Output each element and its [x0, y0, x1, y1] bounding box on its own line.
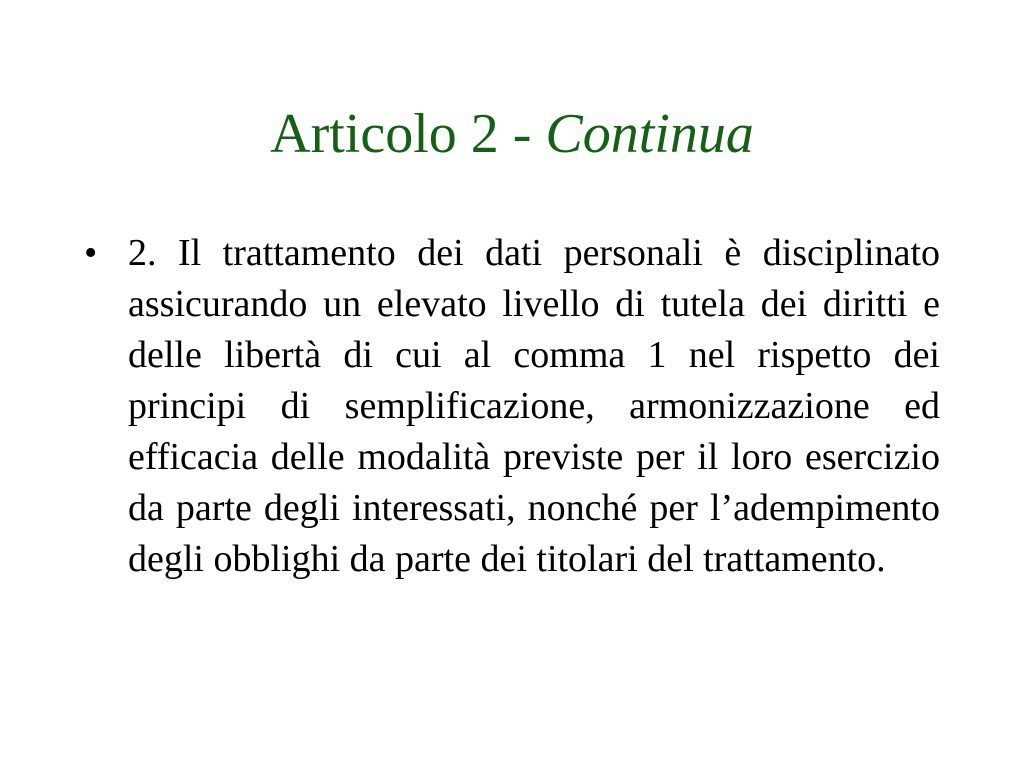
bullet-icon: • [84, 232, 98, 274]
slide-title-plain: Articolo 2 - [270, 103, 546, 165]
bullet-item [84, 228, 940, 585]
slide-title [0, 98, 1024, 170]
bullet-text: 2. Il trattamento dei dati personali è disciplinato assicurando un elevato livello di tutela dei diritti e delle libertà di cui al comma 1 nel rispetto dei principi di semplificazione, armonizzazione ed efficacia delle modalità previste per il loro esercizio da parte degli interessati, nonché per l’adempimento degli obblighi da parte dei titolari del trattamento. [128, 232, 940, 580]
bullet-list [84, 228, 940, 585]
slide-title-italic: Continua [545, 103, 754, 165]
